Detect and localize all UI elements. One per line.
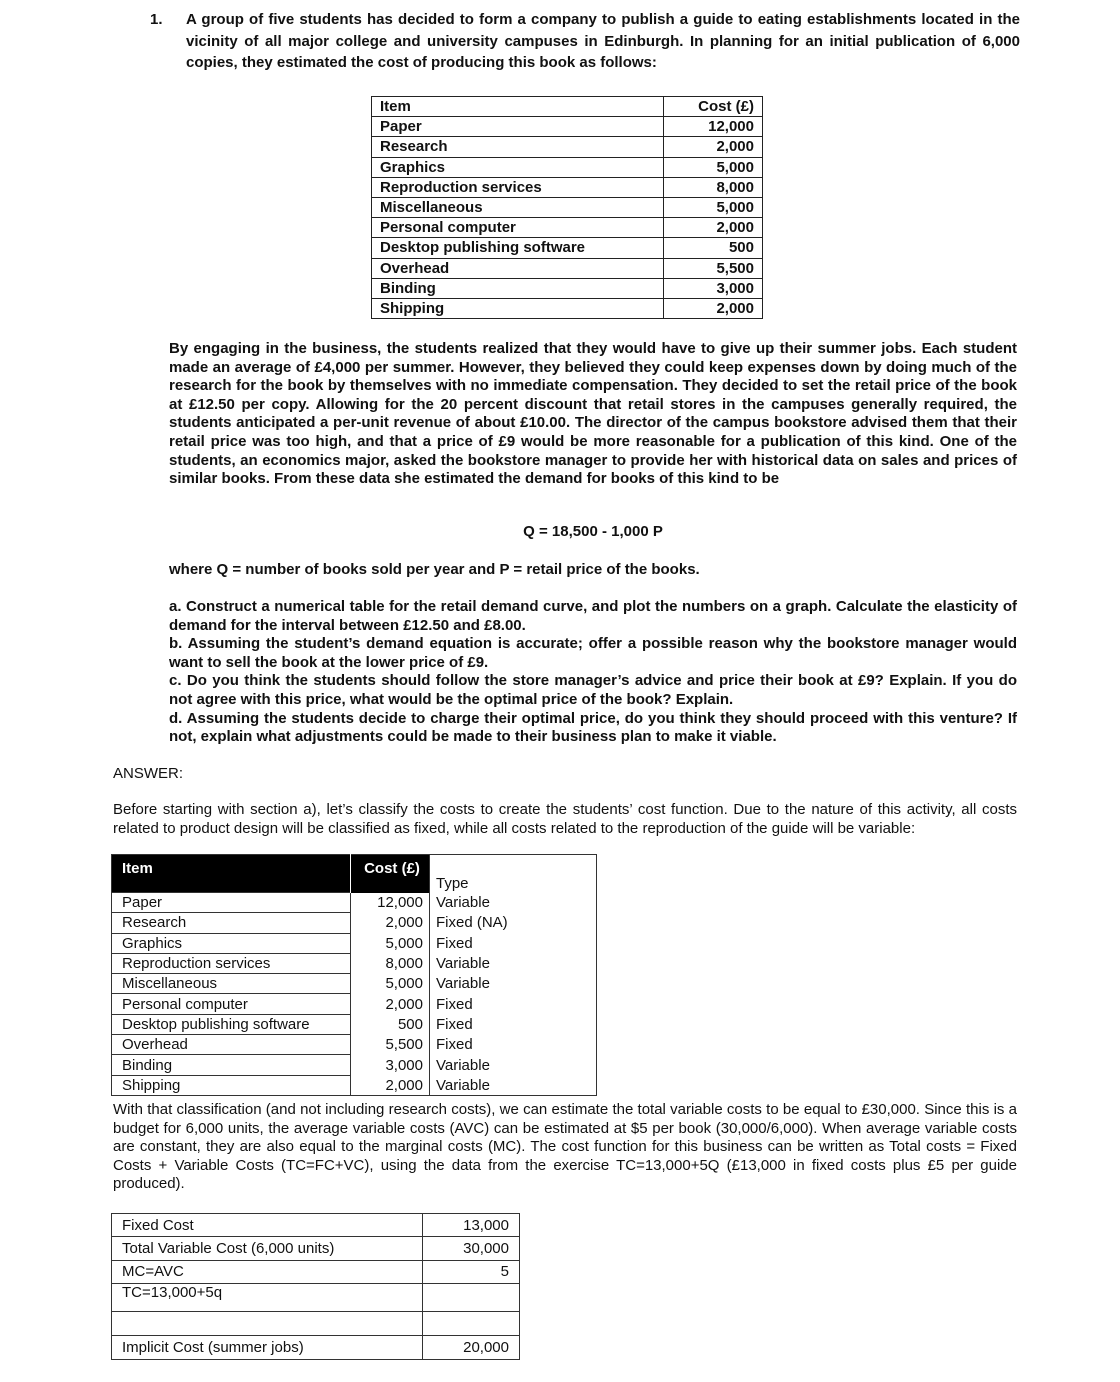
table-row [372,298,763,318]
cost-cell: 5,000 [664,197,763,217]
header-cost: Cost (£) [351,855,430,893]
item-cell: Desktop publishing software [112,1014,351,1034]
table-row [112,1014,597,1034]
cost-cell: 2,000 [351,913,430,933]
label-cell: TC=13,000+5q [112,1284,423,1312]
item-cell: Reproduction services [112,953,351,973]
item-cell: Overhead [372,258,664,278]
value-cell: 20,000 [423,1335,520,1359]
table-row [112,1035,597,1055]
table-row [372,278,763,298]
header-item: Item [112,855,351,893]
table-header-row [372,97,763,117]
cost-cell: 2,000 [664,137,763,157]
header-item: Item [372,97,664,117]
type-cell: Variable [430,1055,597,1075]
item-cell: Personal computer [372,218,664,238]
type-cell: Fixed [430,994,597,1014]
label-cell: Implicit Cost (summer jobs) [112,1335,423,1359]
table-row [112,1312,520,1335]
part-b: b. Assuming the student’s demand equation is accurate; offer a possible reason why the bookstore manager would want to sell the book at the lower price of £9. [169,635,1017,671]
item-cell: Binding [372,278,664,298]
type-cell: Fixed [430,1014,597,1034]
table-row [112,1214,520,1237]
cost-cell: 8,000 [664,177,763,197]
cost-cell: 12,000 [664,117,763,137]
label-cell: Total Variable Cost (6,000 units) [112,1237,423,1260]
type-cell: Variable [430,1075,597,1095]
label-cell: MC=AVC [112,1260,423,1283]
cost-cell: 5,500 [664,258,763,278]
cost-cell: 5,000 [664,157,763,177]
part-d: d. Assuming the students decide to charge their optimal price, do you think they should proceed with this venture? If not, explain what adjustments could be made to their business plan to make it viable. [169,709,1017,746]
cost-cell: 5,500 [351,1035,430,1055]
type-cell: Fixed [430,1035,597,1055]
table-row [372,137,763,157]
answer-label: ANSWER: [113,765,184,782]
cost-cell: 3,000 [664,278,763,298]
value-cell [423,1312,520,1335]
item-cell: Research [372,137,664,157]
question-parts [169,598,1017,747]
type-cell: Fixed (NA) [430,913,597,933]
item-cell: Miscellaneous [112,974,351,994]
cost-cell: 12,000 [351,893,430,913]
cost-cell: 2,000 [351,1075,430,1095]
cost-cell: 500 [664,238,763,258]
cost-cell: 2,000 [664,218,763,238]
item-cell: Binding [112,1055,351,1075]
type-cell: Variable [430,974,597,994]
table-row [372,197,763,217]
type-cell: Variable [430,953,597,973]
cost-cell: 2,000 [351,994,430,1014]
item-cell: Miscellaneous [372,197,664,217]
table-row [112,994,597,1014]
value-cell: 13,000 [423,1214,520,1237]
part-a: a. Construct a numerical table for the retail demand curve, and plot the numbers on a graph. Calculate the elasticity of demand for the interval between £12.50 and £8.00. [169,598,1017,634]
part-c: c. Do you think the students should follow the store manager’s advice and price their book at £9? Explain. If you do not agree with this price, what would be the optimal price of the book? Explain. [169,672,1017,708]
item-cell: Paper [372,117,664,137]
header-cost: Cost (£) [664,97,763,117]
table-row [112,1260,520,1283]
table-row [112,1335,520,1359]
table-row [372,117,763,137]
item-cell: Shipping [112,1075,351,1095]
answer-intro: Before starting with section a), let’s classify the costs to create the students’ cost function. Due to the nature of this activity, all costs related to product design will be classified as fixed, while all costs related to the reproduction of the guide will be variable: [113,801,1017,837]
table-row [112,893,597,913]
table-row [372,258,763,278]
table-row [112,1284,520,1312]
where-definition: where Q = number of books sold per year and P = retail price of the books. [169,561,700,578]
table-row [372,177,763,197]
table-row [372,238,763,258]
table-header-row [112,855,597,893]
table-row [372,157,763,177]
classification-paragraph: With that classification (and not including research costs), we can estimate the total variable costs to be equal to £30,000. Since this is a budget for 6,000 units, the average variable costs (AVC) can be estimated at $5 per book (30,000/6,000). When average variable costs are constant, they are also equal to the marginal costs (MC). The cost function for this business can be written as Total costs = Fixed Costs + Variable Costs (TC=FC+VC), using the data from the exercise TC=13,000+5Q (£13,000 in fixed costs plus £5 per guide produced). [113,1101,1018,1193]
cost-cell: 500 [351,1014,430,1034]
cost-cell: 3,000 [351,1055,430,1075]
cost-table [371,96,763,319]
table-row [112,1075,597,1095]
item-cell: Reproduction services [372,177,664,197]
question-intro: A group of five students has decided to form a company to publish a guide to eating establishments located in the vicinity of all major college and university campuses in Edinburgh. In planning for an initial publication of 6,000 copies, they estimated the cost of producing this book as follows: [186,11,1020,71]
item-cell: Desktop publishing software [372,238,664,258]
label-cell [112,1312,423,1335]
item-cell: Paper [112,893,351,913]
cost-cell: 8,000 [351,953,430,973]
item-cell: Research [112,913,351,933]
cost-cell: 5,000 [351,974,430,994]
question-number: 1. [150,11,163,28]
scenario-paragraph: By engaging in the business, the students realized that they would have to give up their summer jobs. Each student made an average of £4,000 per summer. However, they believed they could keep expenses down by doing much of the research for the book by themselves with no immediate compensation. They decided to set the retail price of the book at £12.50 per copy. Allowing for the 20 percent discount that retail stores in the campuses generally required, the students anticipated a per-unit revenue of about £10.00. The director of the campus bookstore advised them that their retail price was too high, and that a price of £9 would be more reasonable for a publication of this kind. One of the students, an economics major, asked the bookstore manager to provide her with historical data on sales and prices of similar books. From these data she estimated the demand for books of this kind to be [169,340,1018,488]
item-cell: Overhead [112,1035,351,1055]
type-cell: Variable [430,893,597,913]
table-row [112,933,597,953]
header-type: Type [430,855,597,893]
value-cell [423,1284,520,1312]
table-row [112,974,597,994]
value-cell: 30,000 [423,1237,520,1260]
item-cell: Shipping [372,298,664,318]
table-row [112,953,597,973]
table-row [112,1237,520,1260]
item-cell: Personal computer [112,994,351,1014]
demand-equation: Q = 18,500 - 1,000 P [523,523,663,540]
label-cell: Fixed Cost [112,1214,423,1237]
table-row [372,218,763,238]
item-cell: Graphics [372,157,664,177]
classified-cost-table [111,854,597,1096]
item-cell: Graphics [112,933,351,953]
value-cell: 5 [423,1260,520,1283]
cost-cell: 5,000 [351,933,430,953]
table-row [112,913,597,933]
cost-cell: 2,000 [664,298,763,318]
cost-summary-table [111,1213,520,1360]
type-cell: Fixed [430,933,597,953]
table-row [112,1055,597,1075]
